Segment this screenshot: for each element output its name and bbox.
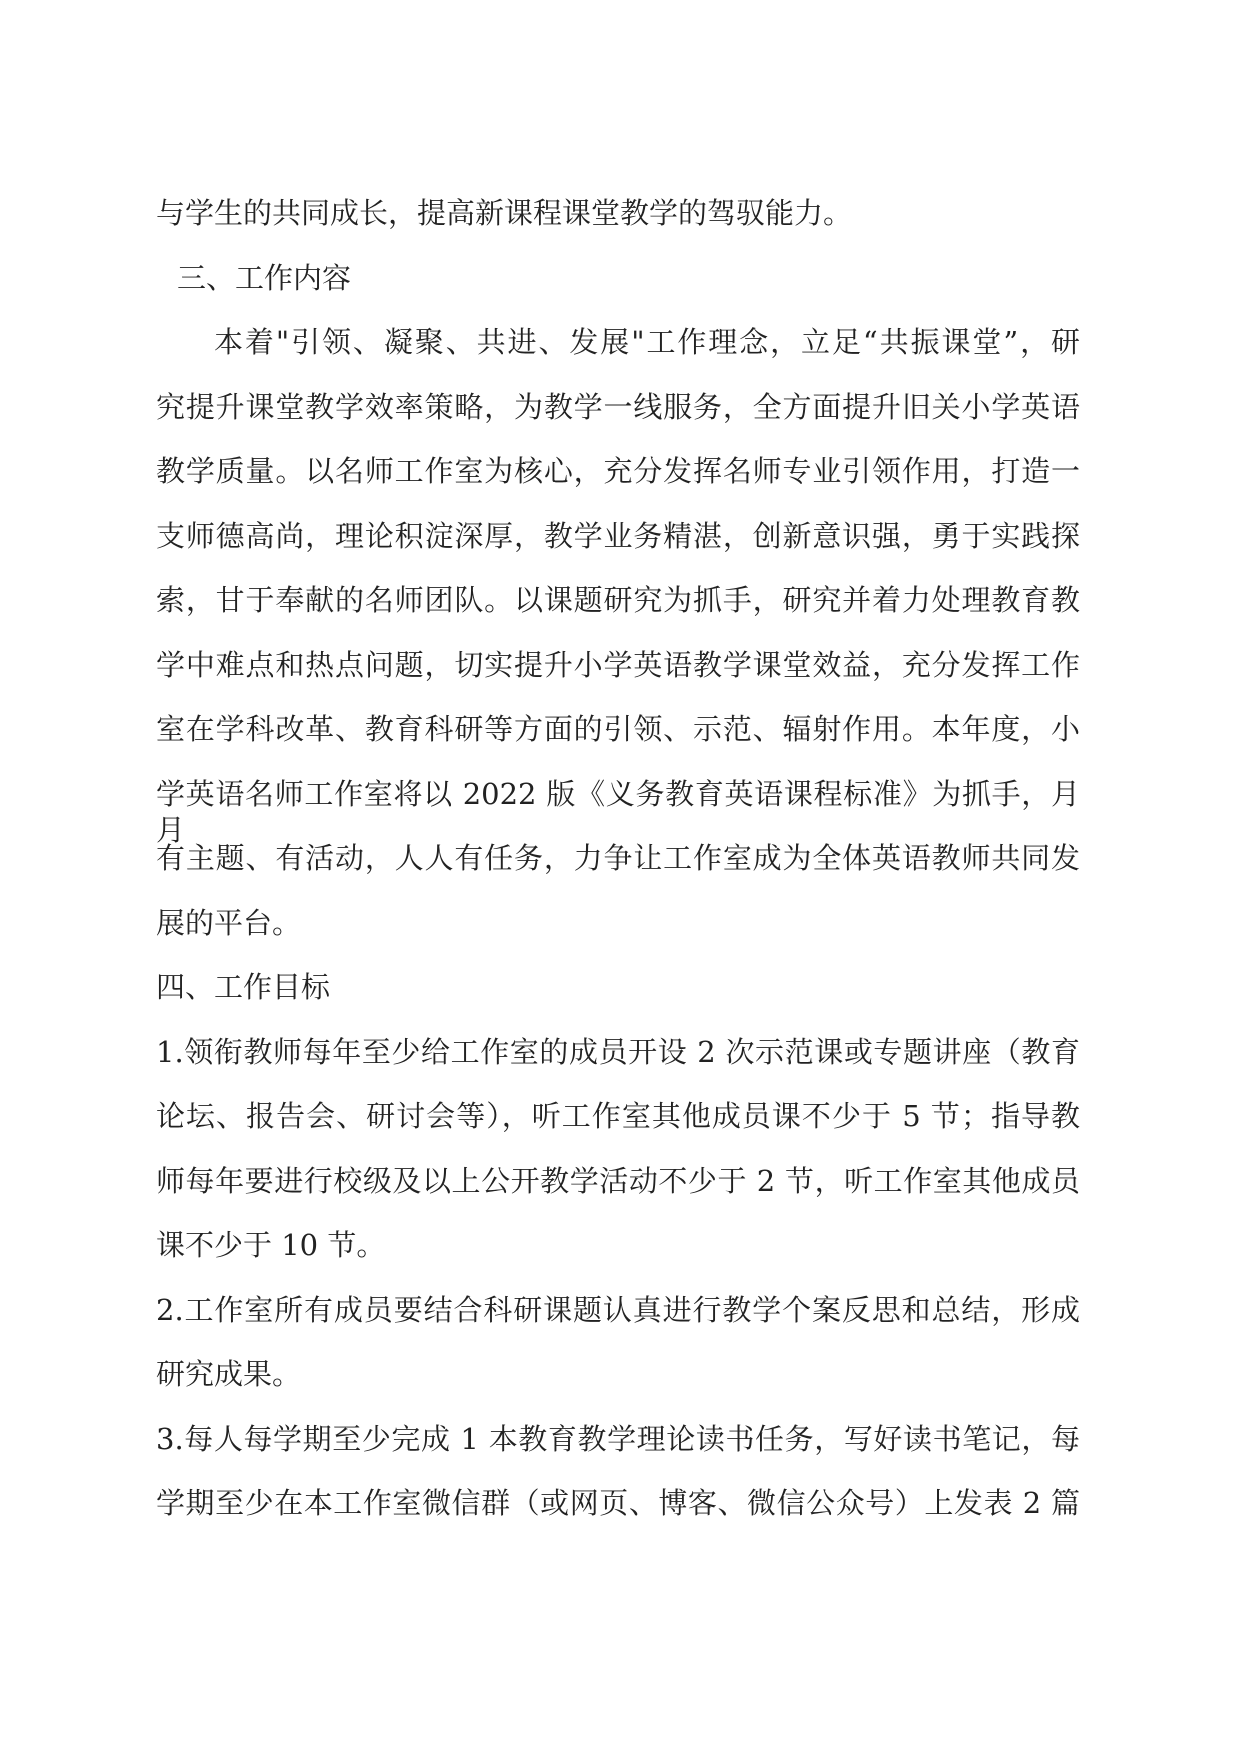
text-line-10: 学英语名师工作室将以 2022 版《义务教育英语课程标准》为抓手，月月 <box>156 777 1080 847</box>
text-line-18: 2.工作室所有成员要结合科研课题认真进行教学个案反思和总结，形成 <box>156 1293 1080 1327</box>
text-line-19: 研究成果。 <box>156 1357 302 1391</box>
text-line-5: 教学质量。以名师工作室为核心，充分发挥名师专业引领作用，打造一 <box>156 454 1080 488</box>
text-line-4: 究提升课堂教学效率策略，为教学一线服务，全方面提升旧关小学英语 <box>156 390 1080 424</box>
text-line-7: 索，甘于奉献的名师团队。以课题研究为抓手，研究并着力处理教育教 <box>156 583 1080 617</box>
text-line-11: 有主题、有活动，人人有任务，力争让工作室成为全体英语教师共同发 <box>156 841 1080 875</box>
section-heading-4: 四、工作目标 <box>156 970 331 1004</box>
text-line-16: 师每年要进行校级及以上公开教学活动不少于 2 节，听工作室其他成员 <box>156 1164 1080 1198</box>
text-line-14: 1.领衔教师每年至少给工作室的成员开设 2 次示范课或专题讲座（教育 <box>156 1035 1080 1069</box>
text-line-1: 与学生的共同成长，提高新课程课堂教学的驾驭能力。 <box>156 196 853 230</box>
text-line-6: 支师德高尚，理论积淀深厚，教学业务精湛，创新意识强，勇于实践探 <box>156 519 1080 553</box>
text-line-15: 论坛、报告会、研讨会等），听工作室其他成员课不少于 5 节；指导教 <box>156 1099 1080 1133</box>
text-line-8: 学中难点和热点问题，切实提升小学英语教学课堂效益，充分发挥工作 <box>156 648 1080 682</box>
text-line-21: 学期至少在本工作室微信群（或网页、博客、微信公众号）上发表 2 篇 <box>156 1486 1080 1520</box>
text-line-20: 3.每人每学期至少完成 1 本教育教学理论读书任务，写好读书笔记，每 <box>156 1422 1080 1456</box>
text-line-12: 展的平台。 <box>156 906 302 940</box>
section-heading-3: 三、工作内容 <box>177 261 352 295</box>
text-line-17: 课不少于 10 节。 <box>156 1228 386 1262</box>
text-line-3: 本着"引领、凝聚、共进、发展"工作理念，立足“共振课堂”，研 <box>214 325 1080 359</box>
text-line-9: 室在学科改革、教育科研等方面的引领、示范、辐射作用。本年度，小 <box>156 712 1080 746</box>
